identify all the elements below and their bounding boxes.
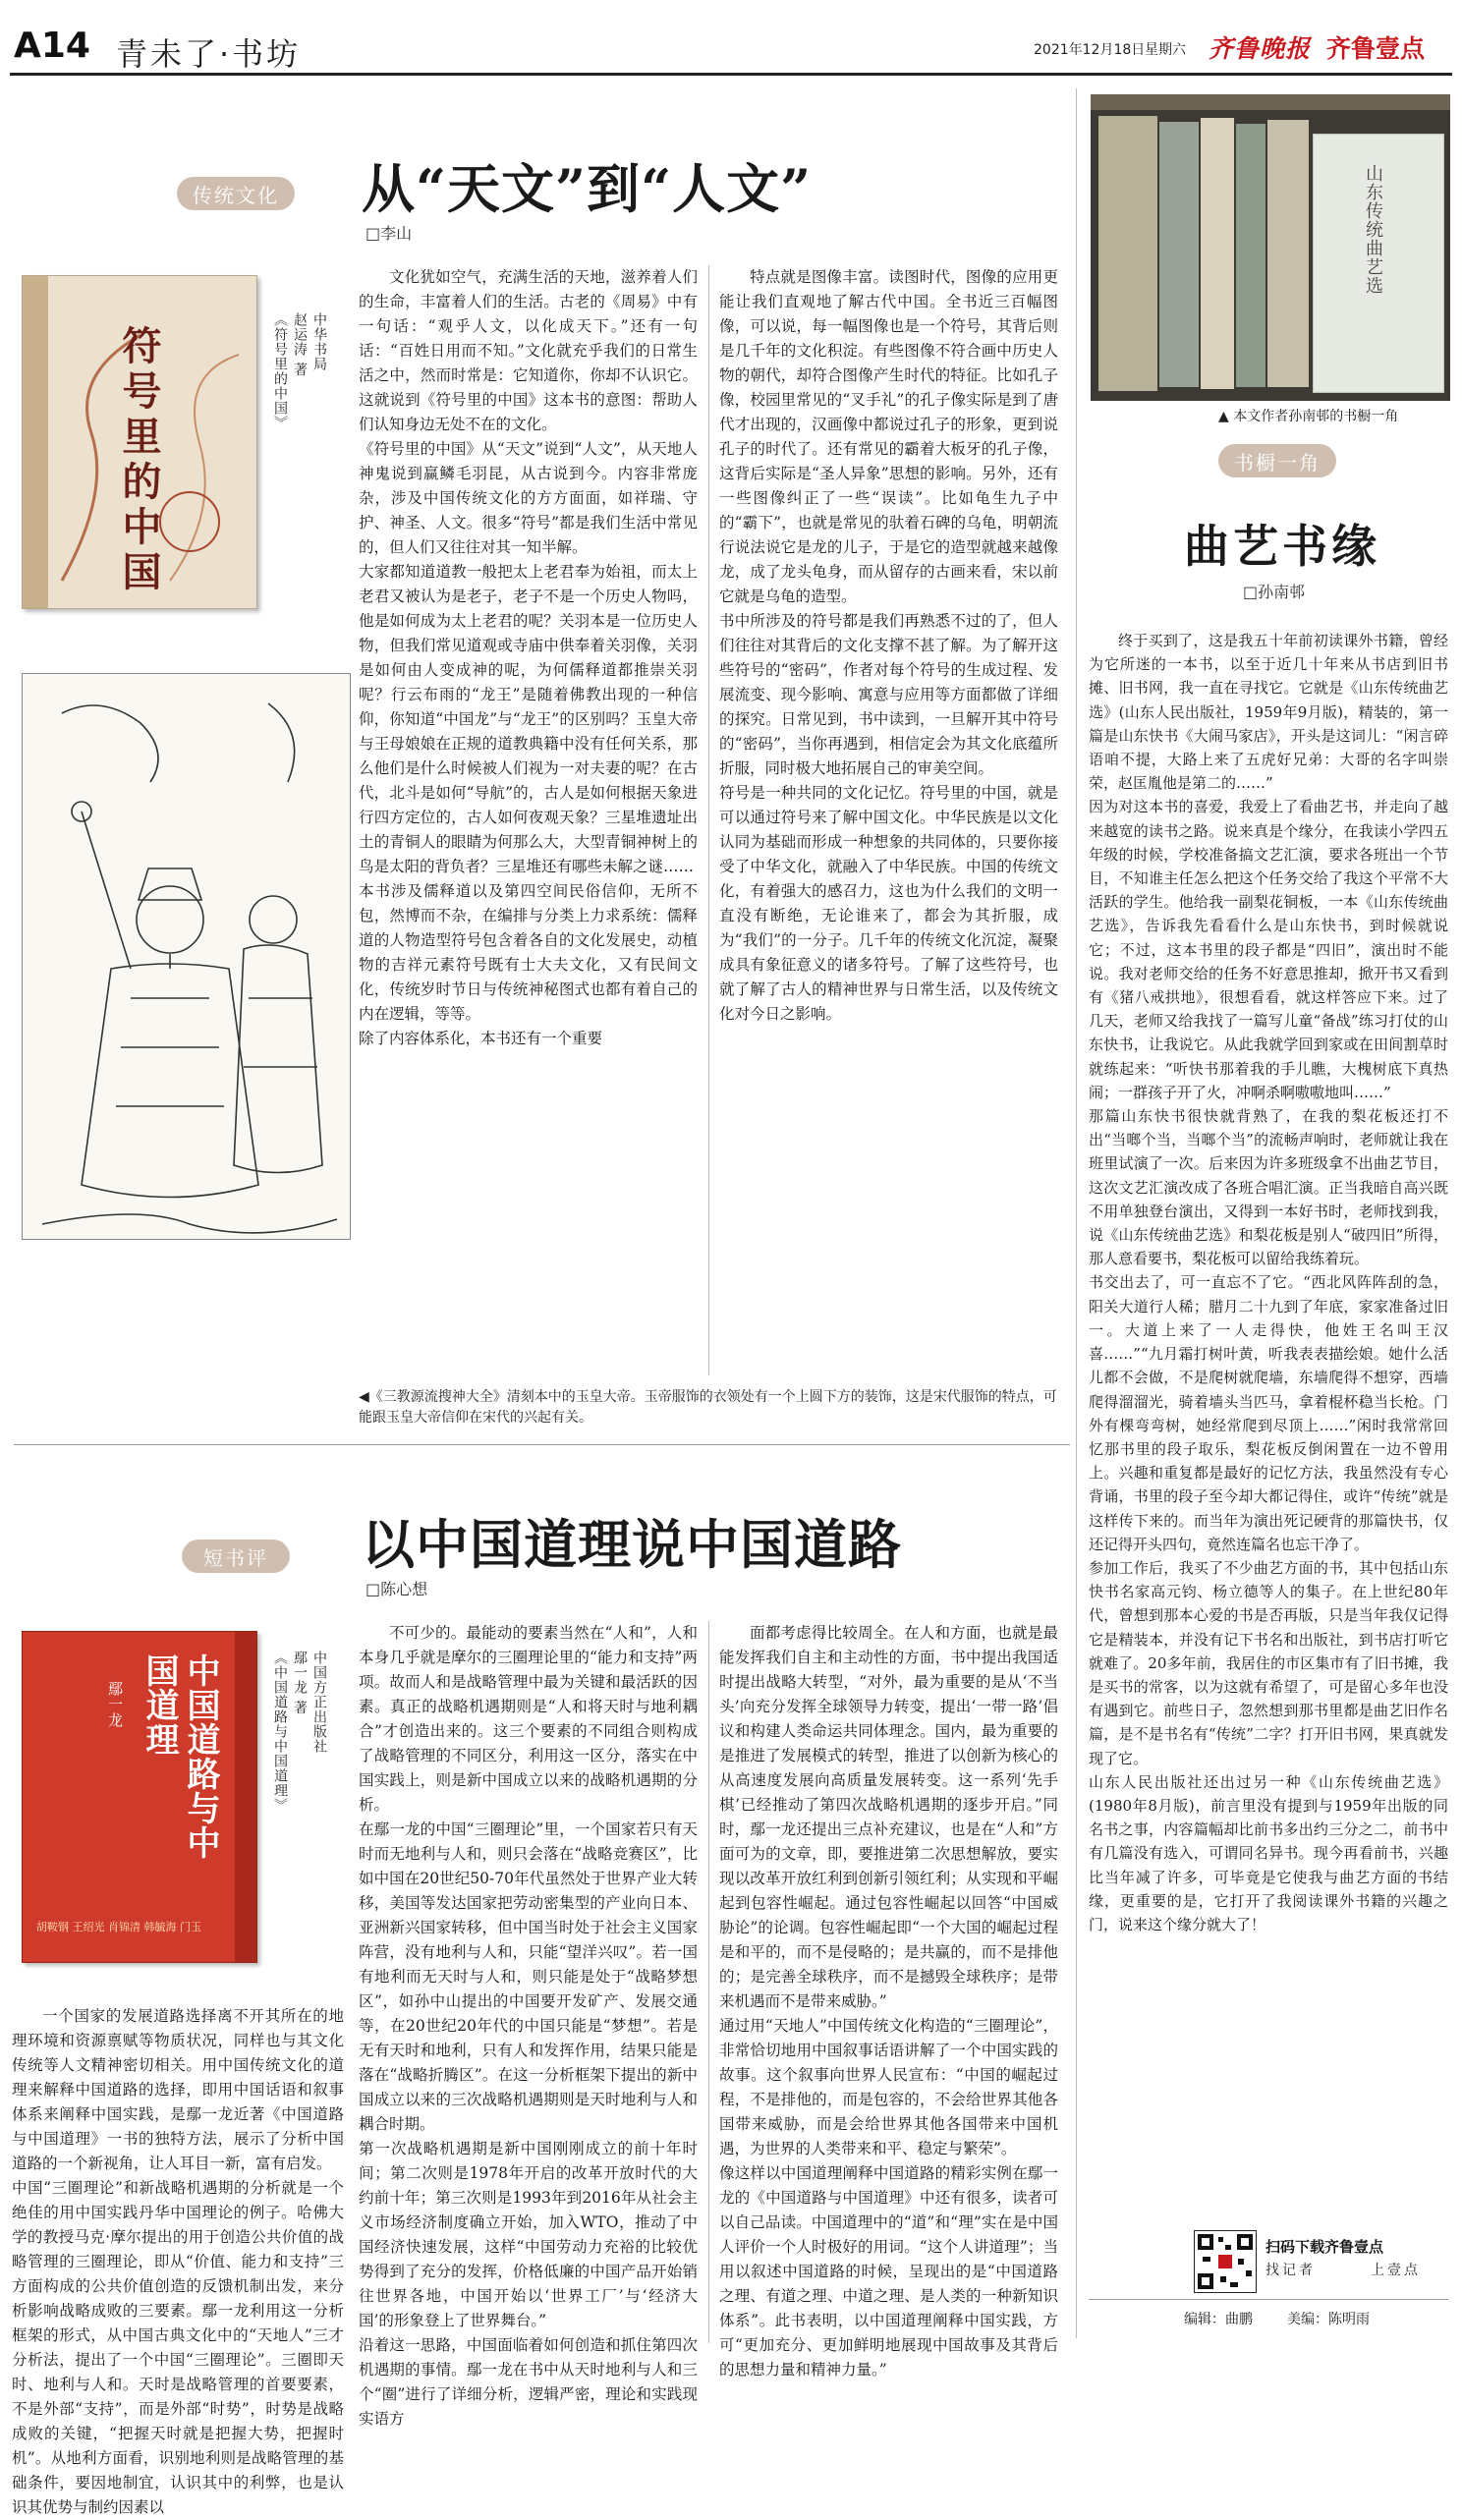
tag-bookshelf-corner: 书橱一角 [1218,444,1336,477]
article3-body: 终于买到了，这是我五十年前初读课外书籍，曾经为它所迷的一本书，以至于近几十年来从书店到旧书摊、旧书网，我一直在寻找它。它就是《山东传统曲艺选》(山东人民出版社，1959年9月版)，精装的，第一篇是山东快书《大闹马家店》，开头是这词儿：“闲言碎语咱不提，大路上来了五虎好兄弟：大哥的名字叫崇荣，赵匡胤他是第二的……” 因为对这本书的喜爱，我爱上了看曲艺书，并走向了越来越宽的读书之路。说来真是个缘分，在我读小学四五年级的时候，学校准备搞文艺汇演，要求各班出一个节目，不知谁主任怎么把这个任务交给了我这个平常不大活跃的学生。他给我一副梨花铜板，一本《山东传统曲艺选》，告诉我先看看什么是山东快书，到时候就说它；不过，这本书里的段子都是“四旧”，演出时不能说。我对老师交给的任务不好意思推却，掀开书又看到有《猪八戒拱地》，很想看看，就这样答应下来。过了几天，老师又给我找了一篇写儿童“备战”练习打仗的山东快书，让我说它。从此我就学回到家或在田间割草时就练起来：“听快书那着我的手儿瞧，大槐树底下真热闹；一群孩子开了火，冲啊杀啊嗷嗷地叫……” 那篇山东快书很快就背熟了，在我的梨花板还打不出“当啷个当，当啷个当”的流畅声响时，老师就让我在班里试演了一次。后来因为许多班级拿不出曲艺节目，这次文艺汇演改成了各班合唱汇演。正当我暗自高兴既不用单独登台演出，又得到一本好书时，老师找到我，说《山东传统曲艺选》和梨花板是别人“破四旧”所得，那人意看要书，梨花板可以留给我练着玩。 书交出去了，可一直忘不了它。“西北风阵阵刮的急，阳关大道行人稀；腊月二十九到了年底，家家准备过旧一。大道上来了一人走得快，他姓王名叫王汉喜……”“九月霜打树叶黄，听我表表描绘娘。她什么活儿都不会做，不是爬树就爬墙，东墙爬得不想穿，西墙爬得溜溜光，骑着墙头当匹马，拿着棍杯稳当长枪。门外有棵弯弯树，她经常爬到尽顶上……”闲时我常常回忆那书里的段子取乐，梨花板反倒闲置在一边不曾用上。兴趣和重复都是最好的记忆方法，我虽然没有专心背诵，书里的段子至今却大都记得住，或许“传统”就是这样传下来的。而当年为演出死记硬背的那篇快书，仅还记得开头四句，竟然连篇名也忘干净了。 参加工作后，我买了不少曲艺方面的书，其中包括山东快书名家高元钧、杨立德等人的集子。在上世纪80年代，曾想到那本心爱的书是否再版，只是当年我仅记得它是精装本，并没有记下书名和出版社，到书店打听它就难了。20多年前，我居住的市区集市有了旧书摊，我是买书的常客，以为这就有希望了，可是留心多年也没有遇到它。前些日子，忽然想到那书里都是曲艺旧作名篇，是不是书名有“传统”二字？打开旧书网，果真就发现了它。 山东人民出版社还出过另一种《山东传统曲艺选》(1980年8月版)，前言里没有提到与1959年出版的同名书之事，内容篇幅却比前书多出约三分之二，前书中有几篇没有选入，可谓同名异书。现今再看前书，兴趣比当年减了许多，可毕竟是它使我与曲艺方面的书结缘，更重要的是，它打开了我阅读课外书籍的兴趣之门，说来这个缘分就大了！ [1089,632,1448,1933]
article2-col0: 一个国家的发展道路选择离不开其所在的地理环境和资源禀赋等物质状况，同样也与其文化传统等人文精神密切相关。用中国传统文化的道理来解释中国道路的选择，即用中国话语和叙事体系来阐释中国实践，是鄢一龙近著《中国道路与中国道理》一书的独特方法，展示了分析中国道路的一个新视角，让人耳目一新，富有启发。 中国“三圈理论”和新战略机遇期的分析就是一个绝佳的用中国实践丹华中国理论的例子。哈佛大学的教授马克·摩尔提出的用于创造公共价值的战略管理的三圈理论，即从“价值、能力和支持”三方面构成的公共价值创造的反馈机制出发，来分析影响战略成败的三要素。鄢一龙利用这一分析框架的形式，从中国古典文化中的“天地人”三才分析法，提出了一个中国“三圈理论”。三圈即天时、地利与人和。天时是战略管理的首要要素，不是外部“支持”，而是外部“时势”，时势是战略成败的关键，“把握天时就是把握大势，把握时机”。从地利方面看，识别地利则是战略管理的基础条件，要因地制宜，认识其中的利弊，也是认识其优势与制约因素以 [12,2007,344,2516]
contact-label: 找记者 [1265,2263,1316,2278]
tag-short-review: 短书评 [182,1540,290,1573]
issue-date: 2021年12月18日 [1034,42,1146,58]
book-cover-china-road [22,1631,257,1963]
article2-author: □陈心想 [366,1580,428,1598]
tag-traditional-culture: 传统文化 [177,177,295,210]
header-rule [10,73,1452,76]
designer-credit: 美编：陈明雨 [1287,2312,1370,2327]
photo-book-title: 山东传统曲艺选 [1363,164,1383,295]
article2-col2: 面都考虑得比较周全。在人和方面，也就是最能发挥我们自主和主动性的方面，书中提出我国适时提出战略大转型，“对外，最为重要的是从‘不当头’向充分发挥全球领导力转变，提出‘一带一路’倡议和构建人类命运共同体理念。国内，最为重要的是推进了发展模式的转型，推进了以创新为核心的从高速度发展向高质量发展转变。这一系列‘先手棋’已经推动了第四次战略机遇期的逐步开启。”同时，鄢一龙还提出三点补充建议，也是在“人和”方面可为的文章，即，要推进第二次思想解放，要实现以改革开放红利到创新引领红利；从实现和平崛起到包容性崛起。通过包容性崛起以回答“中国威胁论”的论调。包容性崛起即“一个大国的崛起过程是和平的，而不是侵略的；是共赢的，而不是排他的；是完善全球秩序，而不是撼毁全球秩序；是带来机遇而不是带来威胁。” 通过用“天地人”中国传统文化构造的“三圈理论”，非常恰切地用中国叙事话语讲解了一个中国实践的故事。这个叙事向世界人民宣布：“中国的崛起过程，不是排他的，而是包容的，不会给世界其他各国带来威胁，而是会给世界其他各国带来中国机遇，为世界的人类带来和平、稳定与繁荣”。 像这样以中国道理阐释中国道路的精彩实例在鄢一龙的《中国道路与中国道理》中还有很多，读者可以自己品读。中国道理中的“道”和“理”实在是中国人评价一个人时极好的用词。“这个人讲道理”；当用以叙述中国道路的时候，呈现出的是“中国道路之理、有道之理、中道之理、是人类的一种新知识体系”。此书表明，以中国道理阐释中国实践，方可“更加充分、更加鲜明地展现中国故事及其背后的思想力量和精神力量。” [719,1624,1058,2379]
book1-info: 中华书局 赵运涛 著 《符号里的中国》 [272,312,327,430]
app-logo: 齐鲁壹点 [1326,34,1426,63]
book2-cover-names: 胡鞍钢 王绍光 肖锦清 韩毓海 门玉 [36,1921,201,1933]
bookshelf-photo [1091,94,1450,401]
article1-col2: 特点就是图像丰富。读图时代，图像的应用更能让我们直观地了解古代中国。全书近三百幅图像，可以说，每一幅图像也是一个符号，其背后则是几千年的文化积淀。有些图像不符合画中历史人物的朝代，却符合图像产生时代的特征。比如孔子像，校园里常见的“叉手礼”的孔子像实际是到了唐代才出现的，汉画像中都说过孔子的形象，更到说孔子的时代了。还有常见的霸着大板牙的孔子像，这背后实际是“圣人异象”思想的影响。另外，还有一些图像纠正了一些“误读”。比如龟生九子中的“霸下”，也就是常见的驮着石碑的乌龟，明朝流行说法说它是龙的儿子，于是它的造型就越来越像龙，成了龙头龟身，而从留存的古画来看，宋以前它就是乌龟的造型。 书中所涉及的符号都是我们再熟悉不过的了，但人们往往对其背后的文化支撑不甚了解。为了解开这些符号的“密码”，作者对每个符号的生成过程、发展流变、现今影响、寓意与应用等方面都做了详细的探究。日常见到，书中读到，一旦解开其中符号的“密码”，当你再遇到，相信定会为其文化底蕴所折服，同时极大地拓展自己的审美空间。 符号是一种共同的文化记忆。符号里的中国，就是可以通过符号来了解中国文化。中华民族是以文化认同为基础而形成一种想象的共同体的，只要你接受了中华文化，就融入了中华民族。中国的传统文化，有着强大的感召力，这也为什么我们的文明一直没有断绝，无论谁来了，都会为其折服，成为“我们”的一分子。几千年的传统文化沉淀，凝聚成具有象征意义的诸多符号。了解了这些符号，也就了解了古人的精神世界与日常生活，以及传统文化对今日之影响。 [719,268,1058,1023]
page-number: A14 [14,26,90,66]
jade-emperor-figures-icon [23,674,350,1239]
article1-col1: 文化犹如空气，充满生活的天地，滋养着人们的生命，丰富着人们的生活。古老的《周易》中有一句话：“观乎人文，以化成天下。”还有一句话：“百姓日用而不知。”文化就充乎我们的日常生活之中，然而时常是：它知道你，你却不认识它。这就说到《符号里的中国》这本书的意图：帮助人们认知身边无处不在的文化。 《符号里的中国》从“天文”说到“人文”，从天地人神鬼说到赢鳞毛羽昆，从古说到今。内容非常庞杂，涉及中国传统文化的方方面面，如祥瑞、守护、神圣、人文。很多“符号”都是我们生活中常见的，但人们又往往对其一知半解。 大家都知道道教一般把太上老君奉为始祖，而太上老君又被认为是老子，老子不是一个历史人物吗，他是如何成为太上老君的呢？关羽本是一位历史人物，但我们常见道观或寺庙中供奉着关羽像，关羽是如何由人变成神的呢，为何儒释道都推崇关羽呢？行云布雨的“龙王”是随着佛教出现的一种信仰，你知道“中国龙”与“龙王”的区别吗？玉皇大帝与王母娘娘在正规的道教典籍中没有任何关系，那么他们是什么时候被人们视为一对夫妻的呢？在古代，北斗是如何“导航”的，古人是如何根据天象进行四方定位的，古人如何夜观天象？三星堆遗址出土的青铜人的眼睛为何那么大，大型青铜神树上的鸟是太阳的背负者？三星堆还有哪些未解之谜…… 本书涉及儒释道以及第四空间民俗信仰，无所不包，然博而不杂，在编排与分类上力求系统：儒释道的人物造型符号包含着各自的文化发展史，动植物的吉祥元素符号既有士大夫文化，又有民间文化，传统岁时节日与传统神秘图式也都有着自己的内在逻辑，等等。 除了内容体系化，本书还有一个重要 [359,268,698,1047]
editor-credit: 编辑：曲鹏 [1184,2312,1253,2327]
qr-caption: 扫码下载齐鲁壹点 [1265,2238,1384,2256]
paper-logo: 齐鲁晚报 [1209,34,1312,63]
book2-cover-title: 中国道路与中国道理 [140,1653,220,1860]
section-title: 青未了·书坊 [116,35,302,73]
issue-weekday: 星期六 [1145,42,1186,58]
qr-code-icon [1195,2231,1256,2292]
article3-author: □孙南邨 [1243,583,1306,601]
contact-action: 上壹点 [1371,2263,1421,2278]
book2-info: 中国方正出版社 鄢一龙 著 《中国道路与中国道理》 [272,1651,327,1813]
photo-caption: ▲ 本文作者孙南邨的书橱一角 [1218,409,1399,424]
article2-title: 以中国道理说中国道路 [362,1513,902,1576]
article1-author: □李山 [366,224,413,243]
article1-title: 从“天文”到“人文” [362,157,813,220]
article3-title: 曲艺书缘 [1184,520,1380,573]
illustration-caption: ◀《三教源流搜神大全》清刻本中的玉皇大帝。玉帝服饰的衣领处有一个上圆下方的装饰，这是宋代服饰的特点，可能跟玉皇大帝信仰在宋代的兴起有关。 [359,1389,1057,1426]
qr-code[interactable] [1194,2230,1257,2293]
book-cover-symbols-china [22,275,257,609]
jade-emperor-illustration [22,673,351,1240]
book-cover-title: 符号里的中国 [116,325,162,596]
article2-col1: 不可少的。最能动的要素当然在“人和”，人和本身几乎就是摩尔的三圈理论里的“能力和支持”两项。故而人和是战略管理中最为关键和最活跃的因素。真正的战略机遇期则是“人和将天时与地利耦合”才创造出来的。这三个要素的不同组合则构成了战略管理的不同区分，利用这一区分，落实在中国实践上，则是新中国成立以来的战略机遇期的分析。 在鄢一龙的中国“三圈理论”里，一个国家若只有天时而无地利与人和，则只会落在“战略竞赛区”，比如中国在20世纪50-70年代虽然处于世界产业大转移，美国等发达国家把劳动密集型的产业向日本、亚洲新兴国家转移，但中国当时处于社会主义国家阵营，没有地利与人和，只能“望洋兴叹”。若一国有地利而无天时与人和，则只能是处于“战略梦想区”，如孙中山提出的中国要开发矿产、发展交通等，在20世纪20年代的中国只能是“梦想”。若是无有天时和地利，只有人和发挥作用，结果只能是落在“战略折腾区”。在这一分析框架下提出的新中国成立以来的三次战略机遇期则是天时地利与人和耦合时期。 第一次战略机遇期是新中国刚刚成立的前十年时间；第二次则是1978年开启的改革开放时代的大约前十年；第三次则是1993年到2016年从社会主义市场经济制度确立开始，加入WTO，推动了中国经济快速发展，这样“中国劳动力充裕的比较优势得到了充分的发挥，价格低廉的中国产品开始销往世界各地，中国开始以‘世界工厂’与‘经济大国’的形象登上了世界舞台。” 沿着这一思路，中国面临着如何创造和抓住第四次机遇期的事情。鄢一龙在书中从天时地利与人和三个“圈”进行了详细分析，逻辑严密，理论和实践现实语方 [359,1624,698,2428]
book2-cover-author: 鄢一龙 [106,1681,124,1728]
